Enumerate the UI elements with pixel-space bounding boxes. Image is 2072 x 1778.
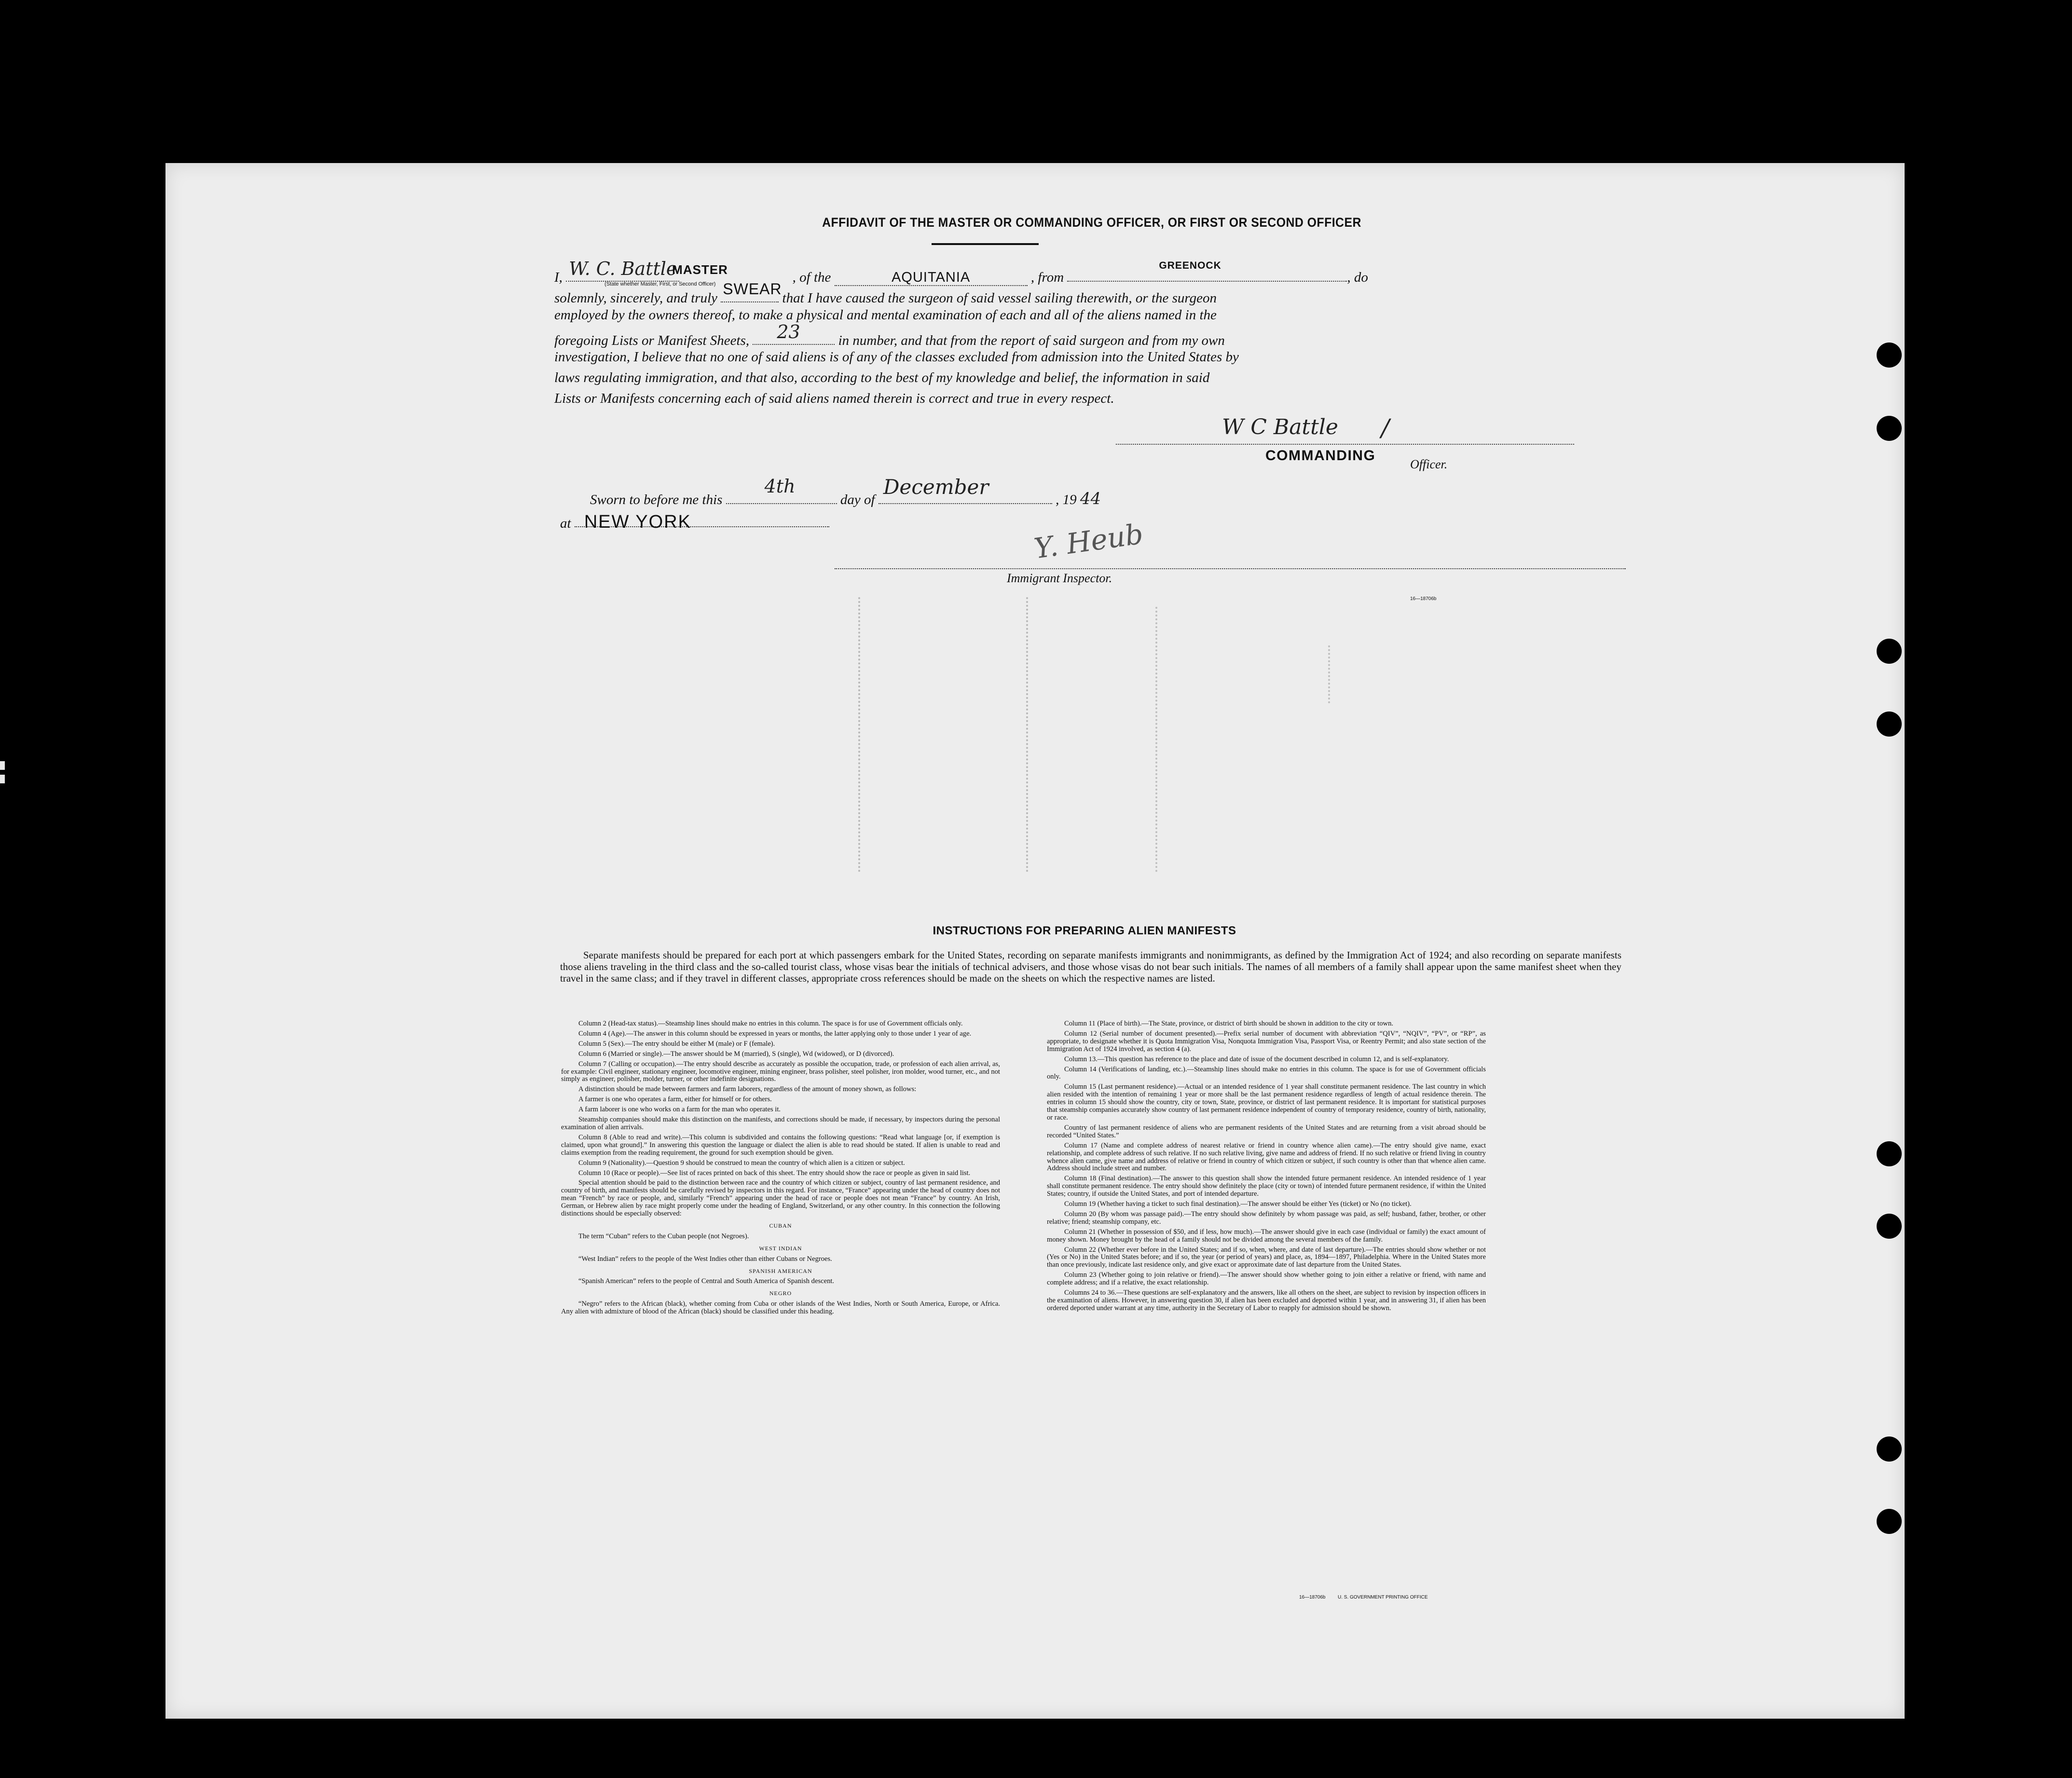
text-do: , do <box>1347 270 1368 285</box>
vessel-name: AQUITANIA <box>892 270 971 285</box>
affidavit-line-4 <box>554 321 1471 348</box>
text-i: I, <box>554 270 563 285</box>
instruction-paragraph: Column 20 (By whom was passage paid).—The entry should show definitely by whom passage was paid, as self; husband, father, brother, or other relative; friend; steamship company, etc. <box>1047 1210 1486 1226</box>
rank-note: (State whether Master, First, or Second Officer) <box>604 281 716 287</box>
sworn-day-field <box>726 476 837 504</box>
instruction-paragraph: Steamship companies should make this distinction on the manifests, and corrections should be made, if necessary, by inspectors during the personal examination of alien arrivals. <box>561 1116 1000 1131</box>
place-name: NEW YORK <box>584 512 692 532</box>
instruction-paragraph: Column 8 (Able to read and write).—This column is subdivided and contains the following questions: “Read what language [or, if exemption is claimed, upon what ground].” In answering this question the language or dialect the alien is able to read should be stated. If alien is unable to read and claims exemption from the reading requirement, the ground for such exemption should be given. <box>561 1133 1000 1157</box>
section-heading-cuban: CUBAN <box>769 1222 792 1229</box>
manifest-sheet <box>165 163 1905 1719</box>
affidavit-line-1 <box>554 258 1471 287</box>
instruction-paragraph: Column 22 (Whether ever before in the United States; and if so, when, where, and date of last departure).—The entries should show whether or not (Yes or No) in the United States before; and if so, the year (or period of years) and place, as, 1894—1897, Philadelphia. Where in the United States more than once previously, indicate last residence only, and give exact or approximate date of last departure from the United States. <box>1047 1245 1486 1269</box>
binder-hole <box>1877 342 1902 368</box>
at-text: at <box>560 516 571 531</box>
instructions-right-column <box>1047 1020 1486 1315</box>
bleed-dots <box>1026 597 1028 872</box>
binder-hole <box>1877 639 1902 664</box>
instruction-paragraph: Column 11 (Place of birth).—The State, province, or district of birth should be shown in addition to the city or town. <box>1064 1020 1394 1027</box>
text-line-2: that I have caused the surgeon of said vessel sailing therewith, or the surgeon <box>782 290 1217 306</box>
sworn-month: December <box>883 475 989 499</box>
inspector-signature: Y. Heub <box>1032 517 1145 565</box>
officer-signature: W C Battle <box>1222 415 1338 439</box>
affidavit-line-5: investigation, I believe that no one of said aliens is of any of the classes excluded from admission into the United States by <box>554 349 1239 365</box>
master-name: W. C. Battle <box>569 258 677 279</box>
affidavit-line-7: Lists or Manifests concerning each of said aliens named therein is correct and true in every respect. <box>554 391 1114 406</box>
officer-label: Officer. <box>1410 457 1448 471</box>
inspector-signature-line <box>835 568 1626 569</box>
instructions-left-column <box>561 1020 1000 1318</box>
sworn-line <box>590 475 1507 508</box>
instruction-paragraph: Column 10 (Race or people).—See list of races printed on back of this sheet. The entry should show the race or people as given in said list. <box>578 1169 971 1177</box>
text-from: , from <box>1030 270 1064 285</box>
binder-hole <box>1877 1141 1902 1166</box>
instruction-paragraph: The term “Cuban” refers to the Cuban people (not Negroes). <box>578 1232 749 1240</box>
footer-form-ref: 16—18706b <box>1299 1595 1326 1600</box>
instruction-paragraph: Column 21 (Whether in possession of $50, and if less, how much).—The answer should give in each case (individual or family) the exact amount of money shown. Money brought by the head of a family should not be divided among the several members of the family. <box>1047 1228 1486 1244</box>
year-prefix: , 19 <box>1056 492 1077 507</box>
instruction-paragraph: Column 13.—This question has reference to the place and date of issue of the document described in column 12, and is self-explanatory. <box>1064 1055 1449 1063</box>
master-name-field <box>566 258 728 287</box>
instruction-paragraph: Column 12 (Serial number of document presented).—Prefix serial number of document with abbreviation “QIV”, “NQIV”, “PV”, or “RP”, as appropriate, to designate whether it is Quota Immigration Visa, Nonquota Immigration Visa, Passport Visa, or Reentry Permit; and also state section of the Immigration Act of 1924 involved, as section 4 (a). <box>1047 1029 1486 1053</box>
instruction-paragraph: Column 19 (Whether having a ticket to such final destination).—The answer should be either Yes (ticket) or No (no ticket). <box>1064 1200 1412 1208</box>
instruction-paragraph: Column 17 (Name and complete address of nearest relative or friend in country whence alien came).—The entry should give name, exact relationship, and complete address of such relative. If no such relative living, give name and address of friend. If no such relative or friend living in country whence alien came, give name and address of relative or friend in country of which citizen or subject, if such country is other than that whence alien came. Address should include street and number. <box>1047 1141 1486 1173</box>
form-reference: 16—18706b <box>1410 596 1437 602</box>
instructions-intro: Separate manifests should be prepared for each port at which passengers embark for the United States, recording on separate manifests immigrants and nonimmigrants, as defined by the Immigration Act of 1924; and also recording on separate manifests those aliens traveling in the third class and the so-called tourist class, whose visas bear the initials of technical advisers, and those whose visas do not bear such initials. The names of all members of a family shall appear upon the same manifest sheet when they travel in the same class; and if they travel in different classes, appropriate cross references should be made on the sheets on which the respective names are listed. <box>560 949 1621 984</box>
edge-mark <box>0 775 5 783</box>
text-of-the: , of the <box>792 270 831 285</box>
instruction-paragraph: Column 2 (Head-tax status).—Steamship lines should make no entries in this column. The space is for use of Government officials only. <box>578 1020 963 1027</box>
affidavit-title: AFFIDAVIT OF THE MASTER OR COMMANDING OFFICER, OR FIRST OR SECOND OFFICER <box>822 215 1361 230</box>
instruction-paragraph: A distinction should be made between farmers and farm laborers, regardless of the amount of money shown, as follows: <box>578 1085 917 1094</box>
binder-hole <box>1877 1509 1902 1534</box>
section-heading-negro: NEGRO <box>769 1290 792 1297</box>
edge-mark <box>0 761 5 770</box>
instruction-paragraph: Column 4 (Age).—The answer in this column should be expressed in years or months, the latter applying only to those under 1 year of age. <box>578 1029 972 1038</box>
binder-hole <box>1877 416 1902 441</box>
instruction-paragraph: Country of last permanent residence of aliens who are permanent residents of the United States and are returning from a visit abroad should be recorded “United States.” <box>1047 1123 1486 1139</box>
binder-hole <box>1877 1436 1902 1462</box>
instructions-title: INSTRUCTIONS FOR PREPARING ALIEN MANIFESTS <box>933 924 1236 937</box>
instruction-paragraph: Column 14 (Verifications of landing, etc.).—Steamship lines should make no entries in this column. The space is for use of Government officials only. <box>1047 1065 1486 1081</box>
sworn-text: Sworn to before me this <box>590 492 723 507</box>
instruction-paragraph: Column 18 (Final destination).—The answer to this question shall show the intended future permanent residence. An intended residence of 1 year shall constitute permanent residence. The entry should show definitely the place (city or town) of intended future permanent residence, if within the United States; country, if outside the United States, and port of intended departure. <box>1047 1175 1486 1198</box>
instruction-paragraph: Column 7 (Calling or occupation).—The entry should describe as accurately as possible the occupation, trade, or profession of each alien arrival, as, for example: Civil engineer, stationary engineer, locomotive engineer, mining engineer, brass polisher, steel polisher, iron molder, wood turner, etc., and not simply as engineer, polisher, molder, turner, or other indefinite designations. <box>561 1060 1000 1083</box>
instruction-paragraph: Column 6 (Married or single).—The answer should be M (married), S (single), Wd (widowed), or D (divorced). <box>578 1050 894 1058</box>
instruction-paragraph: “West Indian” refers to the people of the West Indies other than either Cubans or Negroes. <box>578 1255 832 1263</box>
port-field <box>1067 260 1347 282</box>
place-line <box>560 513 1477 531</box>
bleed-dots <box>1155 607 1157 872</box>
vessel-field <box>835 271 1028 286</box>
sworn-year: 44 <box>1080 489 1101 508</box>
instruction-paragraph: Column 5 (Sex).—The entry should be either M (male) or F (female). <box>578 1039 775 1048</box>
affidavit-line-6: laws regulating immigration, and that also, according to the best of my knowledge and belief, the information in said <box>554 370 1210 385</box>
port-name: GREENOCK <box>1159 260 1221 271</box>
sheet-count: 23 <box>777 321 800 342</box>
officer-stamp: COMMANDING <box>1265 448 1376 464</box>
instruction-paragraph: “Negro” refers to the African (black), whether coming from Cuba or other islands of the West Indies, North or South America, Europe, or Africa. Any alien with admixture of blood of the African (black) should be classified under this heading. <box>561 1300 1000 1316</box>
section-heading-spanish-american: SPANISH AMERICAN <box>749 1267 812 1274</box>
oath-field <box>721 280 782 302</box>
bleed-dots <box>1328 645 1330 703</box>
instruction-paragraph: Column 15 (Last permanent residence).—Actual or an intended residence of 1 year shall constitute permanent residence. The last country in which alien resided with the intention of remaining 1 year or more shall be the last permanent residence regardless of length of actual residence therein. The entries in column 15 should show the country, city or town, State, province, or district of last permanent residence. It is important for statistical purposes that steamship companies accurately show country of last permanent residence independent of country of temporary residence, country of birth, nationality, or race. <box>1047 1083 1486 1122</box>
sworn-day: 4th <box>764 476 796 497</box>
instruction-paragraph: Columns 24 to 36.—These questions are self-explanatory and the answers, like all others on the sheet, are subject to revision by inspection officers in the examination of aliens. However, in answering question 30, if alien has been excluded and deported within 1 year, and in answering 31, if alien has been ordered deported under warrant at any time, authority in the Secretary of Labor to reapply for admission should be shown. <box>1047 1289 1486 1312</box>
instruction-paragraph: A farm laborer is one who works on a farm for the man who operates it. <box>578 1106 781 1114</box>
text-line-4b: in number, and that from the report of said surgeon and from my own <box>838 333 1225 348</box>
instruction-paragraph: Column 23 (Whether going to join relative or friend).—The answer should show whether going to join either a relative or friend, with name and complete address; and if a relative, the exact relationship. <box>1047 1271 1486 1287</box>
instruction-paragraph: Special attention should be paid to the distinction between race and the country of which citizen or subject, country of last permanent residence, and country of birth, and manifests should be carefully revised by inspectors in this regard. For instance, “France” appearing under the head of country does not mean “French” by race or people, and, similarly “French” appearing under the head of race or people does not mean “France” by country. An Irish, German, or Hebrew alien by race might properly come under the heading of England, Switzerland, or any other country. In this connection the following distinctions should be especially observed: <box>561 1179 1000 1218</box>
day-of-text: day of <box>840 492 875 507</box>
affidavit-line-3: employed by the owners thereof, to make a physical and mental examination of each and all of the aliens named in the <box>554 307 1217 323</box>
place-field <box>575 512 829 532</box>
officer-signature-line <box>1116 444 1574 445</box>
title-rule <box>932 243 1039 245</box>
instruction-paragraph: “Spanish American” refers to the people of Central and South America of Spanish descent. <box>578 1277 835 1286</box>
binder-hole <box>1877 1214 1902 1239</box>
text-solemnly: solemnly, sincerely, and truly <box>554 290 718 306</box>
bleed-dots <box>858 597 860 872</box>
instruction-paragraph: A farmer is one who operates a farm, either for himself or for others. <box>578 1095 772 1104</box>
footer-printer: U. S. GOVERNMENT PRINTING OFFICE <box>1338 1595 1428 1600</box>
instruction-paragraph: Column 9 (Nationality).—Question 9 should be construed to mean the country of which alien is a citizen or subject. <box>578 1159 905 1167</box>
sheet-count-field <box>753 321 835 345</box>
rank: MASTER <box>672 262 728 277</box>
section-heading-west-indian: WEST INDIAN <box>759 1245 802 1252</box>
sworn-month-field <box>878 475 1052 504</box>
inspector-label: Immigrant Inspector. <box>1007 571 1112 585</box>
binder-hole <box>1877 711 1902 737</box>
oath-word: SWEAR <box>723 280 782 298</box>
text-line-4a: foregoing Lists or Manifest Sheets, <box>554 333 750 348</box>
signature-flourish: / <box>1381 414 1389 442</box>
